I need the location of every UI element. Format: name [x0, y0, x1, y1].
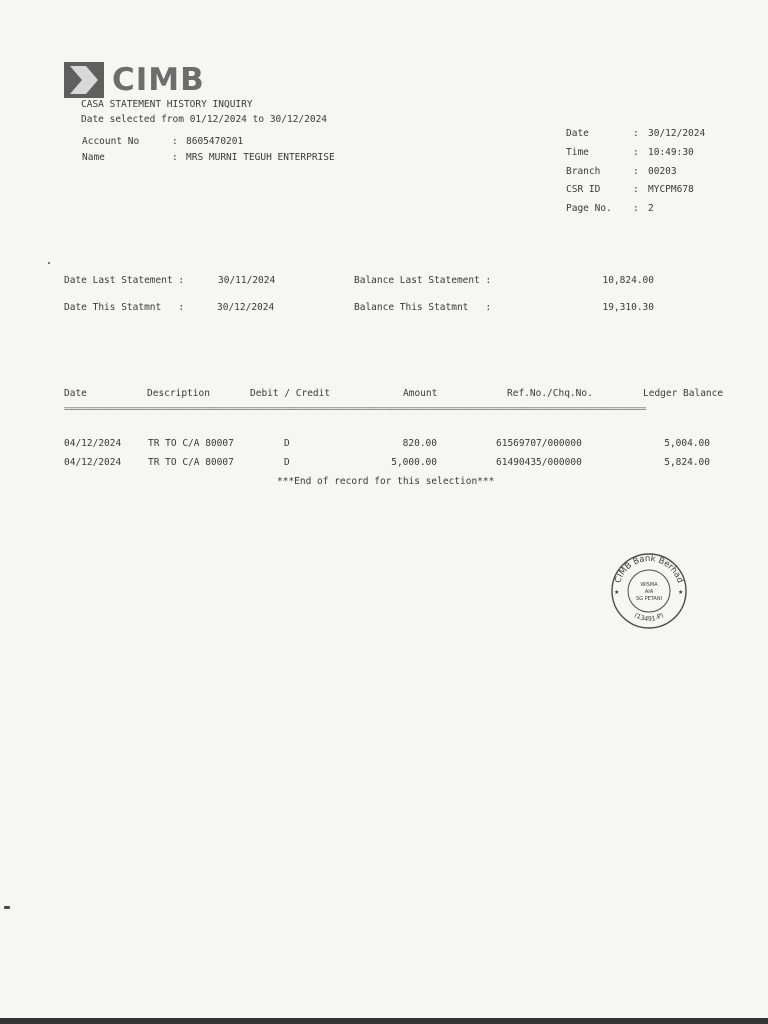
date-this-statement-value: 30/12/2024 [217, 302, 275, 313]
balance-last-statement-value: 10,824.00 [602, 275, 654, 286]
meta-date-label: Date [566, 128, 589, 139]
statement-title: CASA STATEMENT HISTORY INQUIRY [81, 99, 253, 110]
row-ledger-balance: 5,824.00 [664, 457, 710, 468]
bank-name: CIMB [112, 62, 205, 98]
stamp-bank-name: CIMB Bank Berhad [613, 553, 685, 585]
date-this-statement-label: Date This Statmnt : [64, 302, 185, 313]
row-description: TR TO C/A 80007 [148, 457, 234, 468]
stamp-line-3: SG PETANI [635, 596, 663, 602]
row-debit-credit: D [284, 457, 290, 468]
end-of-record-note: ***End of record for this selection*** [277, 476, 495, 487]
row-ledger-balance: 5,004.00 [664, 438, 710, 449]
stamp-line-1: WISMA [640, 582, 658, 588]
name-value: MRS MURNI TEGUH ENTERPRISE [186, 152, 335, 163]
meta-csr-value: MYCPM678 [648, 184, 694, 195]
scan-edge [0, 1018, 768, 1024]
meta-date-value: 30/12/2024 [648, 128, 706, 139]
row-date: 04/12/2024 [64, 457, 122, 468]
meta-colon: : [633, 128, 639, 139]
bank-stamp [610, 552, 688, 630]
meta-time-value: 10:49:30 [648, 147, 694, 158]
row-date: 04/12/2024 [64, 438, 122, 449]
date-from: 01/12/2024 [189, 114, 247, 125]
meta-colon: : [633, 166, 639, 177]
meta-branch-label: Branch [566, 166, 601, 177]
meta-colon: : [633, 203, 639, 214]
stamp-line-2: AIA [644, 589, 654, 595]
row-ref: 61490435/000000 [496, 457, 582, 468]
row-ref: 61569707/000000 [496, 438, 582, 449]
col-header-amount: Amount [403, 388, 438, 399]
cimb-chevron-icon [64, 62, 104, 98]
meta-colon: : [633, 147, 639, 158]
col-header-date: Date [64, 388, 87, 399]
date-range [81, 114, 327, 125]
date-to: 30/12/2024 [269, 114, 328, 125]
meta-csr-label: CSR ID [566, 184, 601, 195]
svg-text:(13491-P) [633, 611, 665, 623]
date-selected-label: Date selected from [81, 114, 184, 125]
date-last-statement-value: 30/11/2024 [218, 275, 276, 286]
date-last-statement-label: Date Last Statement : [64, 275, 185, 286]
account-no-label: Account No [82, 136, 140, 147]
stamp-star-icon: ★ [614, 589, 620, 596]
scan-speck [4, 906, 10, 909]
balance-this-statement-value: 19,310.30 [602, 302, 654, 313]
svg-text:CIMB Bank Berhad [613, 554, 685, 585]
meta-colon: : [633, 184, 639, 195]
scan-speck [48, 262, 50, 264]
row-amount: 820.00 [402, 438, 437, 449]
stamp-registration: (13491-P) [632, 611, 666, 624]
row-amount: 5,000.00 [391, 457, 437, 468]
row-description: TR TO C/A 80007 [148, 438, 234, 449]
name-colon: : [172, 152, 178, 163]
meta-page-label: Page No. [566, 203, 612, 214]
name-label: Name [82, 152, 105, 163]
meta-page-value: 2 [648, 203, 654, 214]
meta-branch-value: 00203 [648, 166, 677, 177]
balance-this-statement-label: Balance This Statmnt : [354, 302, 492, 313]
account-no-value: 8605470201 [186, 136, 244, 147]
meta-time-label: Time [566, 147, 589, 158]
col-header-debit-credit: Debit / Credit [250, 388, 331, 399]
col-header-description: Description [147, 388, 210, 399]
row-debit-credit: D [284, 438, 290, 449]
header-separator: ========================================================================================================================================== [64, 404, 646, 412]
col-header-ref: Ref.No./Chq.No. [507, 388, 593, 399]
stamp-star-icon: ★ [678, 589, 684, 596]
balance-last-statement-label: Balance Last Statement : [354, 275, 492, 286]
date-to-word: to [252, 114, 265, 125]
col-header-ledger-balance: Ledger Balance [643, 388, 724, 399]
cimb-logo [64, 62, 205, 98]
account-colon: : [172, 136, 178, 147]
